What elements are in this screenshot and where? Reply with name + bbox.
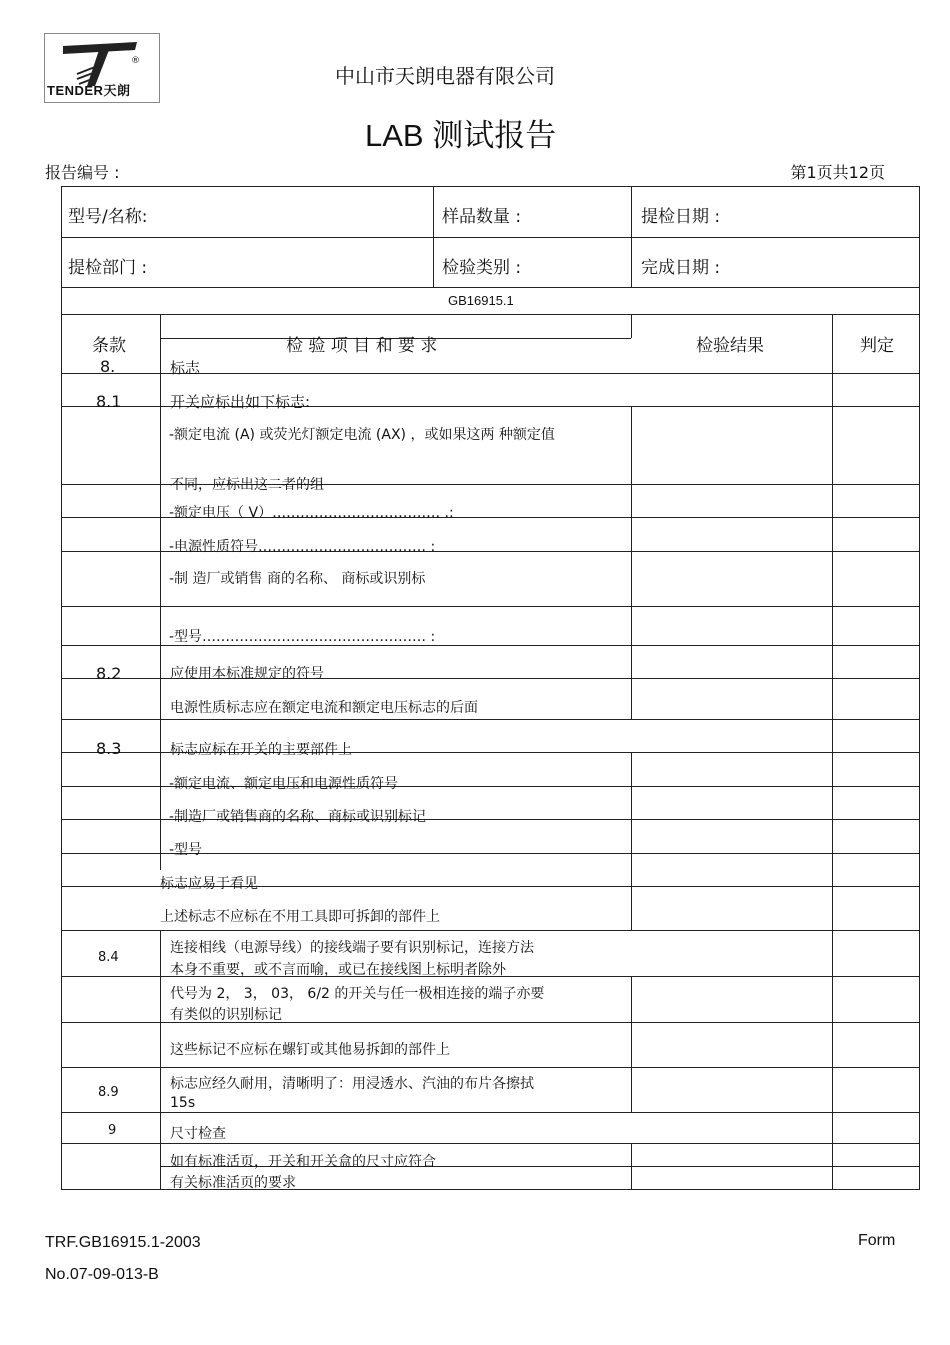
row-text: 这些标记不应标在螺钉或其他易拆卸的部件上 — [170, 1042, 450, 1058]
model-label: 型号/名称: — [68, 207, 148, 227]
row-text: -额定电压（ V）……………………………… .: — [169, 505, 454, 521]
company-name: 中山市天朗电器有限公司 — [335, 64, 555, 88]
row-text: -额定电流、额定电压和电源性质符号 — [169, 776, 399, 792]
row-text: 标志应经久耐用，清晰明了：用浸透水、汽油的布片各擦拭 — [170, 1076, 534, 1092]
standard-code: GB16915.1 — [448, 293, 514, 308]
category-label: 检验类别 : — [442, 258, 522, 278]
row-text: 不同，应标出这二者的组 — [170, 477, 324, 493]
row-text: 尺寸检查 — [170, 1126, 226, 1142]
clause-9: 9 — [108, 1123, 117, 1138]
form-code: TRF.GB16915.1-2003 — [45, 1234, 201, 1251]
clause-8-2: 8.2 — [96, 664, 122, 683]
clause-8: 8. — [100, 357, 116, 376]
row-text: -电源性质符号……………………………… : — [169, 539, 436, 555]
sample-qty-label: 样品数量 : — [442, 207, 522, 227]
report-number-label: 报告编号 : — [45, 163, 120, 182]
clause-8-1: 8.1 — [96, 392, 122, 411]
row-text: 标志应标在开关的主要部件上 — [170, 742, 352, 758]
row-text: 标志 — [170, 359, 201, 377]
submit-date-label: 提检日期 : — [641, 207, 721, 227]
col-result: 检验结果 — [696, 336, 764, 356]
logo-text: TENDER天朗 — [47, 83, 131, 98]
row-text: 上述标志不应标在不用工具即可拆卸的部件上 — [160, 909, 440, 925]
row-text: 连接相线（电源导线）的接线端子要有识别标记，连接方法 — [170, 940, 534, 956]
col-verdict: 判定 — [860, 336, 894, 356]
row-text: 开关应标出如下标志: — [170, 393, 311, 411]
finish-date-label: 完成日期 : — [641, 258, 721, 278]
row-text: 应使用本标准规定的符号 — [170, 666, 324, 682]
row-text: 有类似的识别标记 — [170, 1007, 282, 1023]
clause-8-4: 8.4 — [98, 950, 119, 965]
registered-mark: ® — [131, 56, 140, 66]
page-title: LAB 测试报告 — [365, 118, 557, 153]
col-item: 检 验 项 目 和 要 求 — [286, 336, 438, 356]
page-info: 第1页共12页 — [790, 163, 885, 182]
col-clause: 条款 — [92, 336, 126, 356]
row-text: 电源性质标志应在额定电流和额定电压标志的后面 — [170, 700, 478, 716]
row-text: -制造厂或销售商的名称、商标或识别标记 — [169, 809, 427, 825]
row-text: -型号………………………………………… : — [169, 629, 436, 645]
clause-8-3: 8.3 — [96, 739, 122, 758]
dept-label: 提检部门 : — [68, 258, 148, 278]
row-text: 15s — [170, 1095, 196, 1111]
row-text: 代号为 2， 3， 03， 6/2 的开关与任一极相连接的端子亦要 — [170, 986, 545, 1002]
row-text: -额定电流 (A) 或荧光灯额定电流 (AX) ，或如果这两 种额定值 — [169, 427, 555, 443]
clause-8-9: 8.9 — [98, 1085, 119, 1100]
row-text: -型号 — [169, 842, 203, 858]
row-text: 有关标准活页的要求 — [170, 1175, 296, 1191]
form-number: No.07-09-013-B — [45, 1266, 159, 1283]
form-label: Form — [858, 1232, 896, 1249]
row-text: 标志应易于看见 — [160, 876, 258, 892]
row-text: -制 造厂或销售 商的名称、 商标或识别标 — [169, 571, 426, 587]
row-text: 本身不重要，或不言而喻，或已在接线图上标明者除外 — [170, 962, 506, 978]
row-text: 如有标准活页，开关和开关盒的尺寸应符合 — [170, 1154, 436, 1170]
